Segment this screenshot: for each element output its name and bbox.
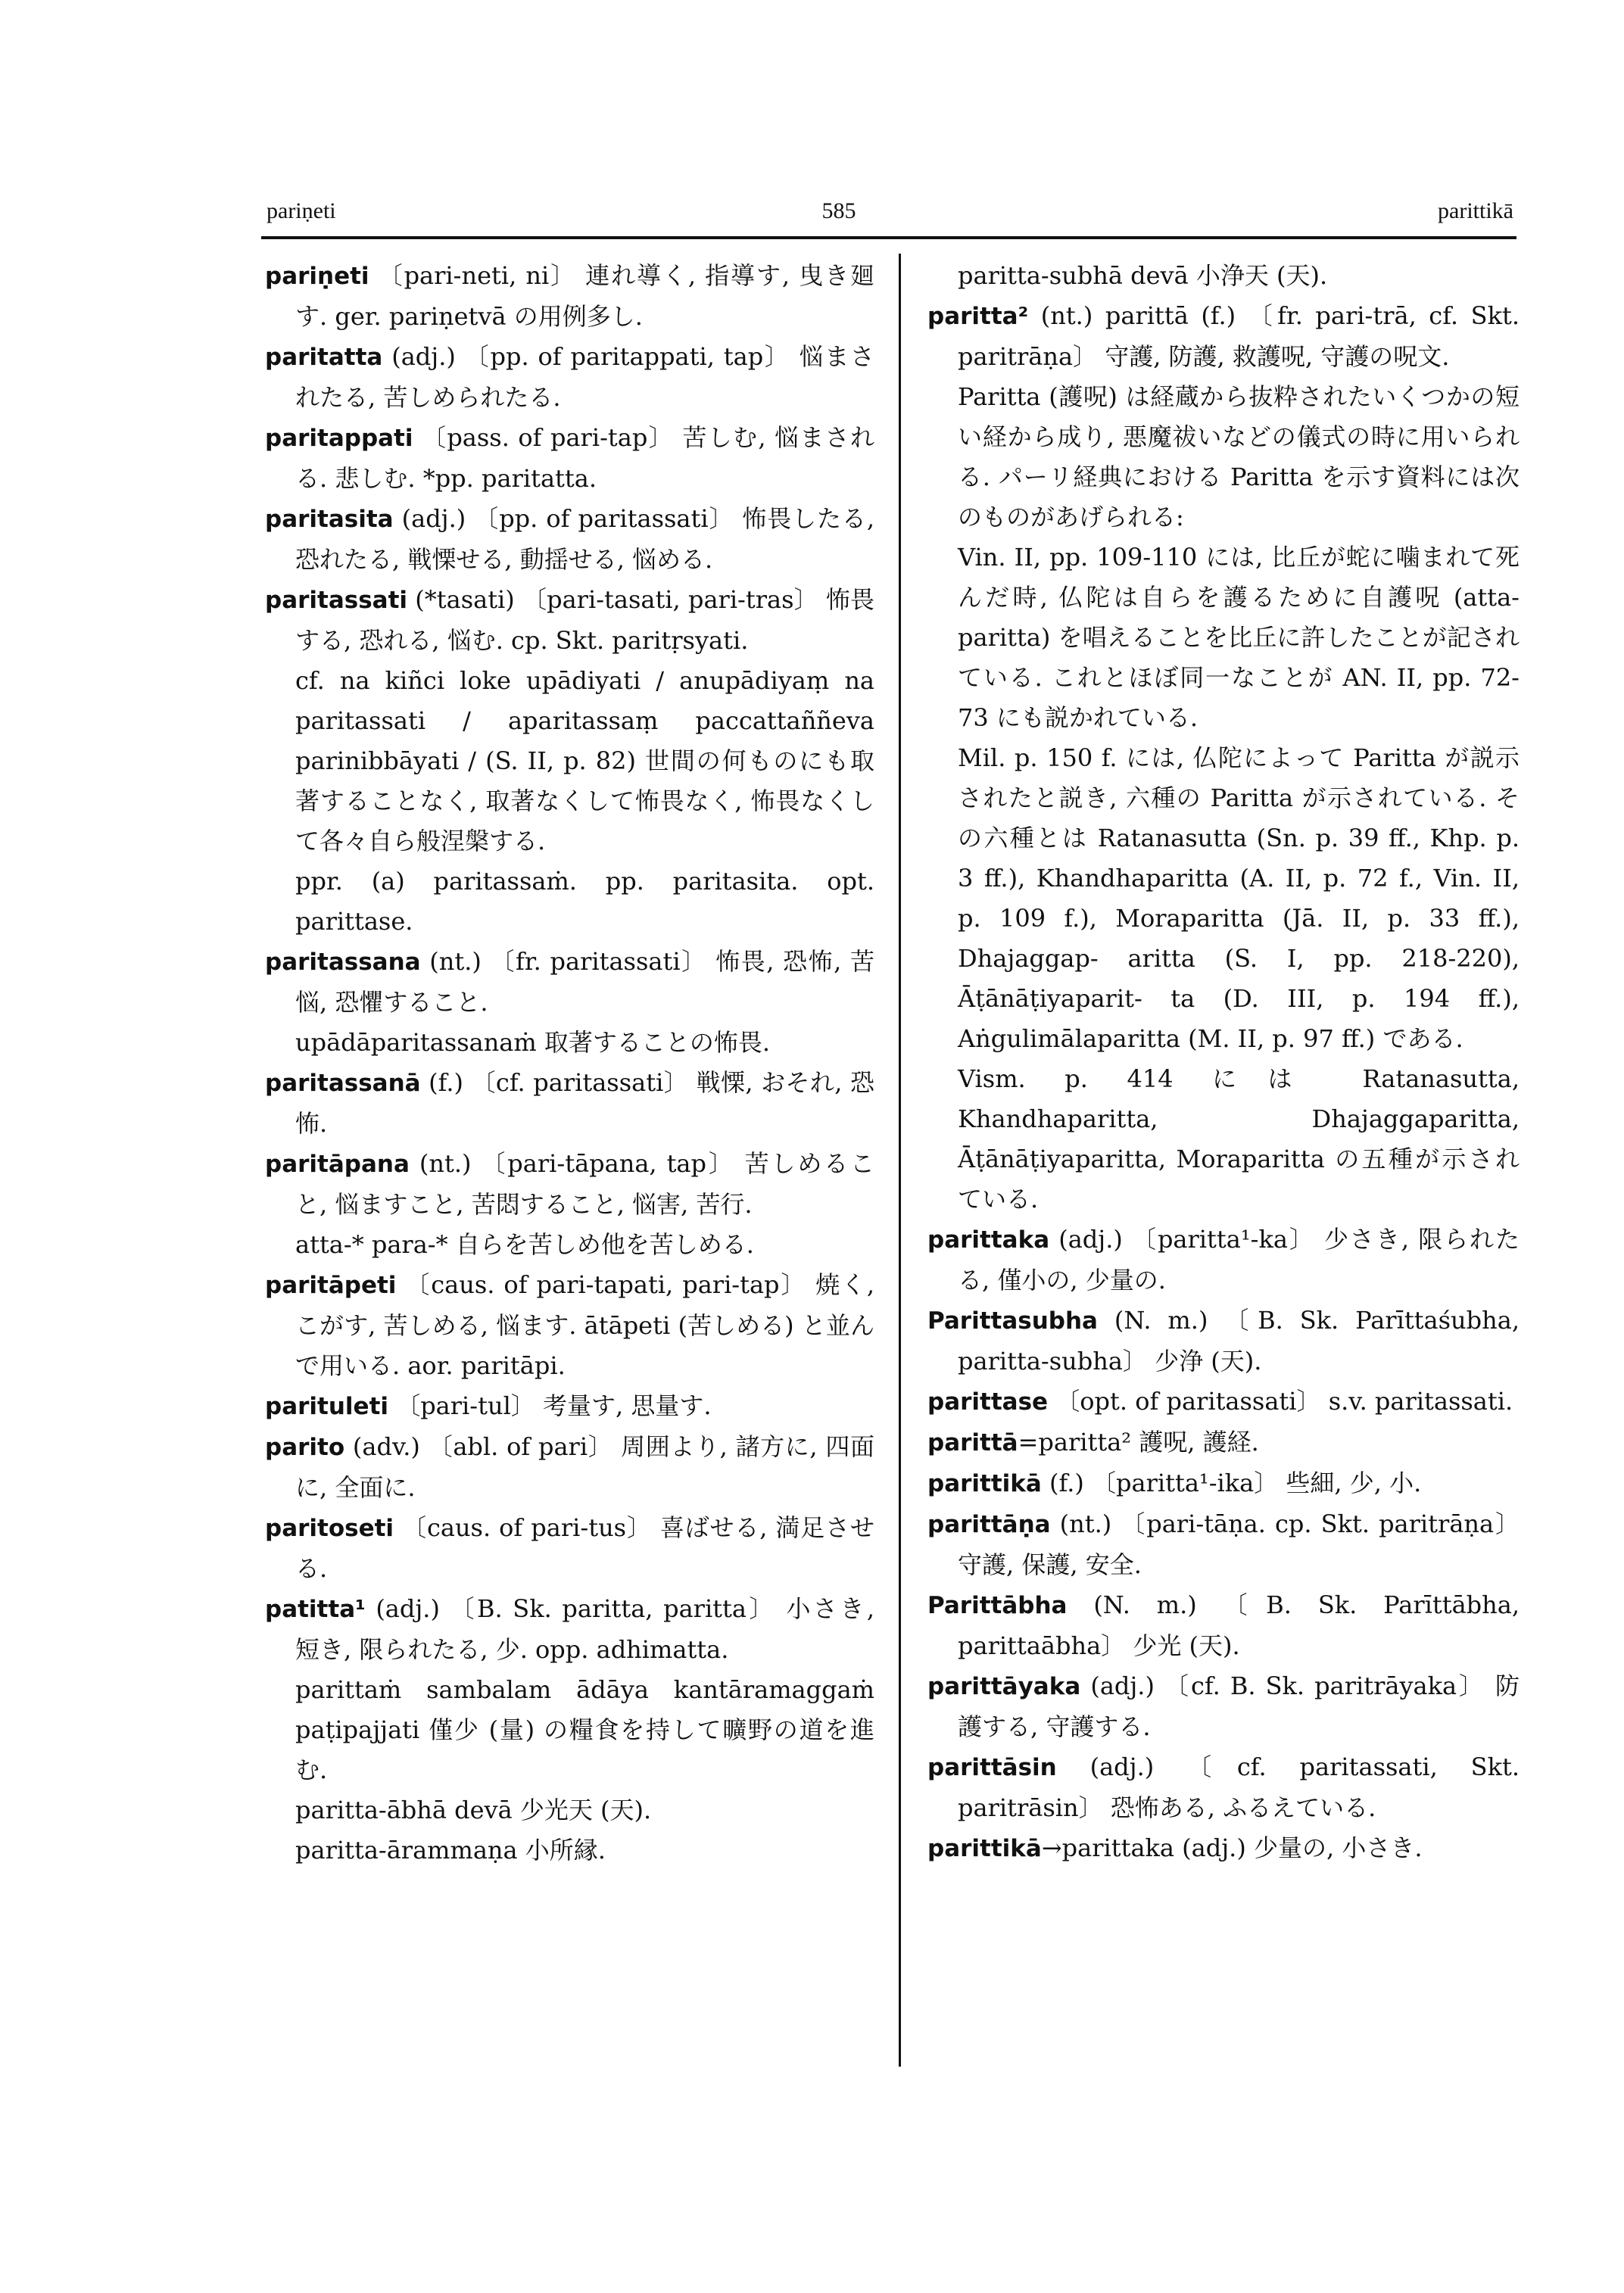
dictionary-entry	[265, 499, 874, 580]
dictionary-entry	[265, 1589, 874, 1670]
dictionary-entry	[927, 1828, 1520, 1869]
definition-text: (f.) 〔cf. paritassati〕 戦慄, おそれ, 恐怖.	[295, 1068, 874, 1138]
definition-text: Mil. p. 150 f. には, 仏陀によって Paritta が説示されたと説き, 六種の Paritta が示されている. その六種とは Ratanasutta (Sn. p. 39 ff., Khp. p. 3 ff.), Khandhaparitta (A. II, p. 72 f., Vin. II, p. 109 f.), Moraparitta (Jā. II, p. 33 ff.), Dhajaggap- aritta (S. I, pp. 218-220), Āṭānāṭiyaparit- ta (D. III, p. 194 ff.), Aṅgulimālaparitta (M. II, p. 97 ff.) である.	[958, 743, 1520, 1053]
entry-continuation	[927, 1059, 1520, 1220]
definition-text: →parittaka (adj.) 少量の, 小さき.	[1041, 1833, 1423, 1862]
headword: paritoseti	[265, 1515, 394, 1542]
headword: parittā	[927, 1429, 1018, 1456]
headword: parittāsin	[927, 1754, 1057, 1781]
definition-text: upādāparitassanaṁ 取著することの怖畏.	[295, 1028, 771, 1057]
headword: parito	[265, 1434, 345, 1461]
dictionary-entry	[927, 1220, 1520, 1301]
entry-continuation	[265, 1225, 874, 1265]
definition-text: (nt.) 〔fr. paritassati〕 怖畏, 恐怖, 苦悩, 恐懼すること.	[295, 947, 874, 1017]
headword: parituleti	[265, 1393, 389, 1420]
definition-text: (*tasati) 〔pari-tasati, pari-tras〕 怖畏する, 恐れる, 悩む. cp. Skt. paritṛsyati.	[295, 585, 874, 655]
dictionary-entry	[927, 1463, 1520, 1504]
dictionary-entry	[265, 1265, 874, 1386]
entry-continuation	[927, 377, 1520, 537]
entry-continuation	[265, 1830, 874, 1871]
headword: paritatta	[265, 344, 383, 371]
headword: parittase	[927, 1388, 1049, 1416]
dictionary-entry	[927, 1504, 1520, 1585]
headword: patitta¹	[265, 1596, 366, 1623]
definition-text: 〔caus. of pari-tus〕 喜ばせる, 満足させる.	[295, 1513, 874, 1583]
entry-continuation	[927, 256, 1520, 296]
definition-text: 〔pari-neti, ni〕 連れ導く, 指導す, 曳き廻す. ger. pariṇetvā の用例多し.	[295, 261, 874, 331]
entry-continuation	[265, 1670, 874, 1790]
entry-continuation	[265, 1023, 874, 1063]
dictionary-entry	[265, 337, 874, 418]
definition-text: (adj.) 〔pp. of paritappati, tap〕 悩まされたる, 苦しめられたる.	[295, 342, 874, 412]
headword: Parittasubha	[927, 1307, 1098, 1335]
definition-text: atta-* para-* 自らを苦しめ他を苦しめる.	[295, 1230, 754, 1259]
definition-text: ppr. (a) paritassaṁ. pp. paritasita. opt. parittase.	[295, 867, 874, 936]
dictionary-entry	[265, 1063, 874, 1144]
entry-continuation	[265, 661, 874, 861]
definition-text: (N. m.) 〔B. Sk. Parīttaśubha, paritta-subha〕 少浄 (天).	[958, 1306, 1520, 1375]
definition-text: (adj.) 〔pp. of paritassati〕 怖畏したる, 恐れたる, 戦慄せる, 動揺せる, 悩める.	[295, 504, 874, 574]
dictionary-entry	[265, 1427, 874, 1508]
definition-text: (adj.) 〔cf. B. Sk. paritrāyaka〕 防護する, 守護する.	[958, 1671, 1520, 1741]
dictionary-entry	[927, 1747, 1520, 1828]
definition-text: Vism. p. 414 には Ratanasutta, Khandhaparitta, Dhajaggaparitta, Āṭānāṭiyaparitta, Moraparitta の五種が示されている.	[958, 1064, 1520, 1213]
definition-text: (nt.) 〔pari-tāṇa. cp. Skt. paritrāṇa〕 守護, 保護, 安全.	[958, 1509, 1520, 1579]
definition-text: 〔pari-tul〕 考量す, 思量す.	[388, 1391, 712, 1420]
dictionary-entry	[927, 296, 1520, 377]
definition-text: 〔opt. of paritassati〕 s.v. paritassati.	[1048, 1387, 1513, 1416]
definition-text: Paritta (護呪) は経蔵から抜粋されたいくつかの短い経から成り, 悪魔祓いなどの儀式の時に用いられる. パーリ経典における Paritta を示す資料には次のものがあげられる:	[958, 382, 1520, 531]
headword: paritassanā	[265, 1070, 421, 1097]
entry-continuation	[265, 861, 874, 942]
definition-text: (adv.) 〔abl. of pari〕 周囲より, 諸方に, 四面に, 全面に.	[295, 1432, 874, 1502]
headword: parittāyaka	[927, 1673, 1081, 1700]
headword: paritassana	[265, 949, 421, 976]
definition-text: 〔pass. of pari-tap〕 苦しむ, 悩まされる. 悲しむ. *pp. paritatta.	[295, 423, 874, 493]
left-column	[265, 256, 874, 1871]
definition-text: paritta-ābhā devā 少光天 (天).	[295, 1796, 652, 1824]
dictionary-entry	[927, 1382, 1520, 1422]
definition-text: (N. m.) 〔B. Sk. Parīttābha, parittaābha〕 少光 (天).	[958, 1590, 1520, 1660]
definition-text: paritta-subhā devā 小浄天 (天).	[958, 261, 1328, 290]
dictionary-entry	[265, 256, 874, 337]
headword: paritāpeti	[265, 1272, 397, 1299]
definition-text: cf. na kiñci loke upādiyati / anupādiyaṃ na paritassati / aparitassaṃ paccattaññeva parinibbāyati / (S. II, p. 82) 世間の何ものにも取著することなく, 取著なくして怖畏なく, 怖畏なくして各々自ら般涅槃する.	[295, 666, 874, 855]
headword: paritta²	[927, 303, 1029, 330]
headword: Parittābha	[927, 1592, 1068, 1619]
dictionary-entry	[927, 1585, 1520, 1666]
running-head-left: pariṇeti	[267, 198, 336, 223]
headword: parittikā	[927, 1470, 1042, 1497]
headword: paritāpana	[265, 1151, 410, 1178]
definition-text: paritta-ārammaṇa 小所縁.	[295, 1836, 606, 1865]
definition-text: 〔caus. of pari-tapati, pari-tap〕 焼く, こがす, 苦しめる, 悩ます. ātāpeti (苦しめる) と並んで用いる. aor. paritāpi.	[295, 1270, 874, 1380]
header-rule	[261, 236, 1516, 239]
dictionary-entry	[265, 942, 874, 1023]
dictionary-entry	[927, 1301, 1520, 1382]
definition-text: parittaṁ sambalam ādāya kantāramaggaṁ paṭipajjati 僅少 (量) の糧食を持して曠野の道を進む.	[295, 1675, 874, 1784]
definition-text: (nt.) 〔pari-tāpana, tap〕 苦しめること, 悩ますこと, 苦悶すること, 悩害, 苦行.	[295, 1149, 874, 1219]
headword: parittikā	[927, 1835, 1042, 1862]
definition-text: (adj.) 〔cf. paritassati, Skt. paritrāsin〕 恐怖ある, ふるえている.	[958, 1752, 1520, 1822]
headword: paritasita	[265, 506, 394, 533]
running-head-right: parittikā	[1438, 198, 1513, 223]
definition-text: (f.) 〔paritta¹-ika〕 些細, 少, 小.	[1041, 1469, 1422, 1497]
entry-continuation	[265, 1790, 874, 1830]
dictionary-entry	[265, 1144, 874, 1225]
dictionary-entry	[927, 1422, 1520, 1463]
dictionary-entry	[265, 1386, 874, 1427]
definition-text: (adj.) 〔B. Sk. paritta, paritta〕 小さき, 短き, 限られたる, 少. opp. adhimatta.	[295, 1594, 874, 1664]
definition-text: =paritta² 護呪, 護経.	[1018, 1428, 1259, 1456]
entry-continuation	[927, 738, 1520, 1059]
dictionary-entry	[265, 580, 874, 661]
headword: parittāṇa	[927, 1511, 1051, 1538]
headword: paritappati	[265, 425, 413, 452]
right-column	[927, 256, 1520, 1869]
headword: pariṇeti	[265, 263, 369, 290]
definition-text: (adj.) 〔paritta¹-ka〕 少さき, 限られたる, 僅小の, 少量の.	[958, 1225, 1520, 1294]
dictionary-entry	[927, 1666, 1520, 1747]
headword: parittaka	[927, 1226, 1050, 1254]
headword: paritassati	[265, 587, 408, 614]
entry-continuation	[927, 537, 1520, 738]
dictionary-entry	[265, 418, 874, 499]
dictionary-entry	[265, 1508, 874, 1589]
column-divider	[899, 254, 901, 2067]
definition-text: (nt.) parittā (f.) 〔fr. pari-trā, cf. Skt. paritrāṇa〕 守護, 防護, 救護呪, 守護の呪文.	[958, 301, 1520, 371]
page-number: 585	[821, 198, 856, 223]
definition-text: Vin. II, pp. 109-110 には, 比丘が蛇に噛まれて死んだ時, 仏陀は自らを護るために自護呪 (atta-paritta) を唱えることを比丘に許したことが記されている. これとほぼ同一なことが AN. II, pp. 72-73 にも説かれている.	[958, 543, 1520, 732]
